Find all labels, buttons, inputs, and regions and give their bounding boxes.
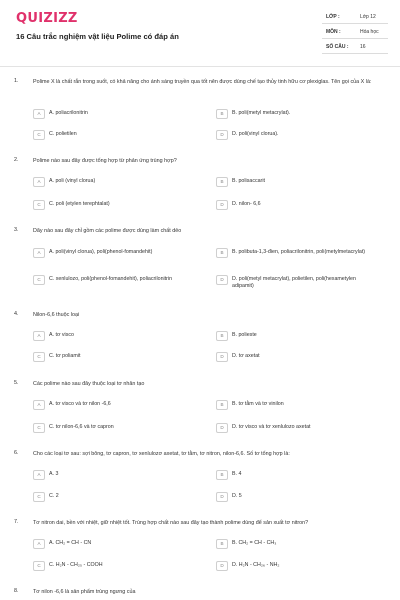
quizizz-logo: QUIZIZZ (16, 11, 78, 26)
worksheet-header (0, 0, 400, 62)
option-key-box: B (216, 331, 228, 341)
question-number: 2. (14, 157, 19, 163)
question-text: Các polime nào sau đây thuộc loại tơ nhân tạo (33, 381, 145, 387)
question-text: Tơ nitron dai, bền với nhiệt, giữ nhiệt tốt. Trùng hợp chất nào sau đây tạo thành polime dùng để sản xuất tơ nitron? (33, 520, 309, 526)
option-key-box: D (216, 561, 228, 571)
question-number: 8. (14, 588, 19, 594)
option-key-box: A (33, 539, 45, 549)
option-text: C. poli (etylen terephtalat) (49, 201, 110, 207)
question-number: 4. (14, 311, 19, 317)
question-number: 1. (14, 78, 19, 84)
meta-label: LỚP : (326, 14, 340, 20)
question-text: Polime nào sau đây được tổng hợp từ phản ứng trùng hợp? (33, 158, 177, 164)
option-text: B. polieste (232, 332, 257, 338)
option-key-box: A (33, 109, 45, 119)
header-divider (0, 66, 400, 67)
meta-row-subject (322, 25, 388, 39)
option-key-box: A (33, 248, 45, 258)
option-key-box: A (33, 177, 45, 187)
option-key-box: B (216, 109, 228, 119)
option-text: C. polietilen (49, 131, 77, 137)
question-number: 7. (14, 519, 19, 525)
option-key-box: C (33, 492, 45, 502)
option-key-box: B (216, 177, 228, 187)
option-key-box: D (216, 352, 228, 362)
question-text: Tơ nilon -6,6 là sản phẩm trùng ngưng của (33, 589, 136, 595)
option-text: C. tơ nilon-6,6 và tơ capron (49, 424, 114, 430)
option-key-box: C (33, 130, 45, 140)
option-key-box: D (216, 130, 228, 140)
option-text: B. polisaccarit (232, 178, 265, 184)
option-key-box: C (33, 275, 45, 285)
option-text: A. tơ visco và tơ nilon -6,6 (49, 401, 111, 407)
option-key-box: C (33, 352, 45, 362)
worksheet-title: 16 Câu trắc nghiệm vật liệu Polime có đáp án (16, 32, 179, 41)
option-text: D. tơ axetat (232, 353, 260, 359)
question-text: Cho các loại tơ sau: sợi bông, tơ capron, tơ xenlulozơ axetat, tơ tằm, tơ nitron, nilon-6,6. Số tơ tổng hợp là: (33, 451, 290, 457)
option-key-box: D (216, 492, 228, 502)
option-text: B. polibuta-1,3-đien, poliacrilonitrin, poli(metylmetacrylat) (232, 249, 366, 255)
option-key-box: B (216, 400, 228, 410)
option-text: A. poli (vinyl clorua) (49, 178, 96, 184)
meta-value: Hóa học (360, 29, 379, 35)
option-text: B. CH₂ = CH - CH₃ (232, 540, 277, 546)
option-text: A. CH₂ = CH - CN (49, 540, 92, 546)
option-key-box: B (216, 470, 228, 480)
option-text: D. tơ visco và tơ xenlulozo axetat (232, 424, 311, 430)
option-text: D. poli(metyl metacrylat), polietilen, poli(hexametylen adipamit) (232, 276, 356, 290)
option-text: C. 2 (49, 493, 59, 499)
option-text: D. 5 (232, 493, 242, 499)
option-key-box: A (33, 331, 45, 341)
meta-label: SỐ CÂU : (326, 44, 349, 50)
option-text: B. 4 (232, 471, 242, 477)
question-text: Dãy nào sau đây chỉ gồm các polime được dùng làm chất dẻo (33, 228, 182, 234)
question-number: 6. (14, 450, 19, 456)
question-number: 3. (14, 227, 19, 233)
option-key-box: D (216, 275, 228, 285)
meta-label: MÔN : (326, 29, 341, 35)
option-text: B. poli(metyl metacrylat). (232, 110, 291, 116)
question-text: Polime X là chất rắn trong suốt, có khả năng cho ánh sáng truyền qua tốt nên được dùng chế tạo thủy tinh hữu cơ plexiglas. Tên gọi của X là: (33, 79, 372, 85)
option-key-box: C (33, 200, 45, 210)
option-text: C. tơ poliamit (49, 353, 81, 359)
option-text: D. H₂N - CH₂₆ - NH₂ (232, 562, 280, 568)
meta-row-grade (322, 10, 388, 24)
question-text: Nilon-6,6 thuộc loại (33, 312, 80, 318)
meta-value: 16 (360, 44, 366, 50)
option-text: A. poliacrilonitrin (49, 110, 88, 116)
meta-value: Lớp 12 (360, 14, 376, 20)
option-key-box: D (216, 423, 228, 433)
option-text: D. nilon- 6,6 (232, 201, 261, 207)
option-key-box: A (33, 470, 45, 480)
meta-row-question-count (322, 40, 388, 54)
option-key-box: D (216, 200, 228, 210)
option-text: C. xenlulozo, poli(phenol-fomandehit), poliacrilonitrin (49, 276, 173, 282)
option-key-box: B (216, 539, 228, 549)
option-text: C. H₂N - CH₂₅ - COOH (49, 562, 103, 568)
option-text: A. 3 (49, 471, 59, 477)
option-text: A. poli(vinyl clorua), poli(phenol-fomandehit) (49, 249, 153, 255)
option-text: A. tơ visco (49, 332, 74, 338)
option-text: B. tơ tằm và tơ vinilon (232, 401, 284, 407)
question-number: 5. (14, 380, 19, 386)
option-key-box: C (33, 561, 45, 571)
option-key-box: B (216, 248, 228, 258)
option-text: D. poli(vinyl clorua). (232, 131, 279, 137)
option-key-box: A (33, 400, 45, 410)
option-key-box: C (33, 423, 45, 433)
